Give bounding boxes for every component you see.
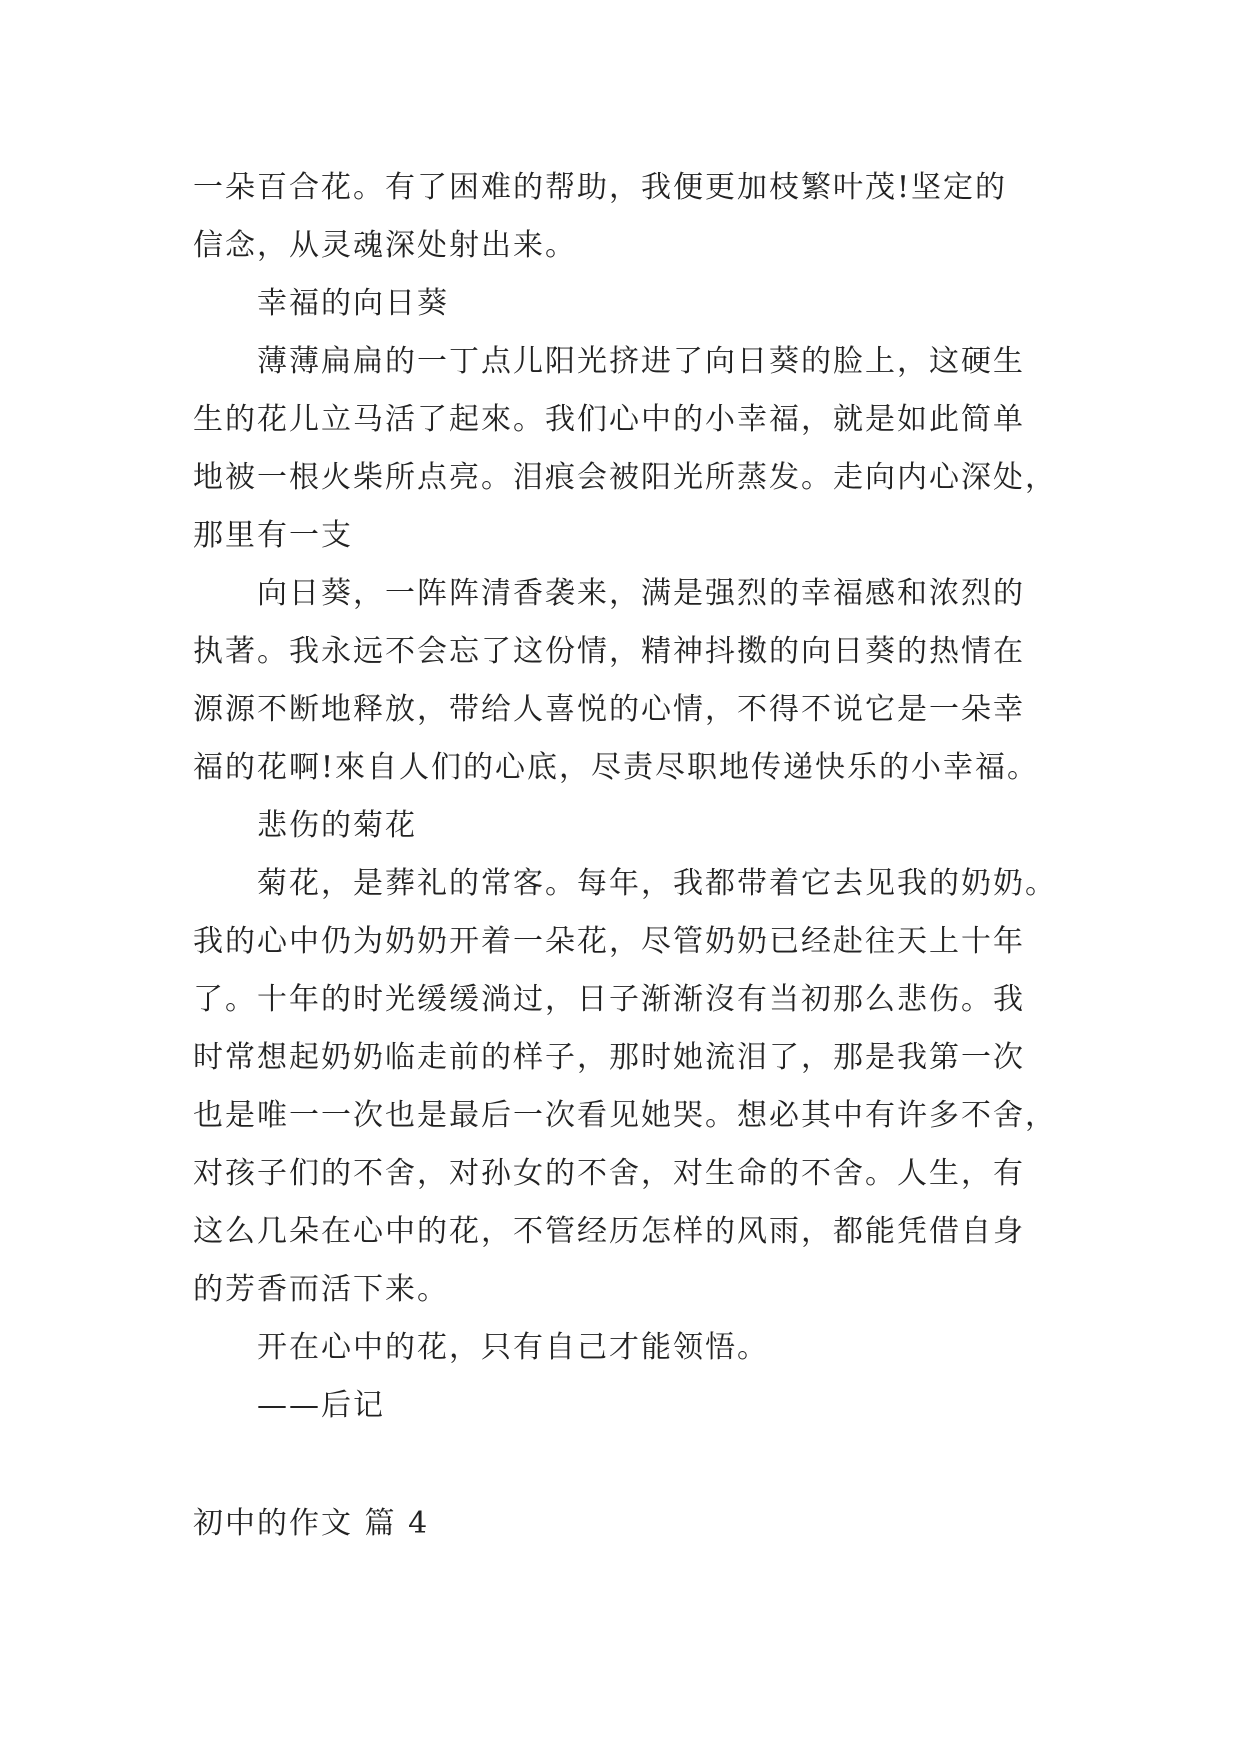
text-line: 薄薄扁扁的一丁点儿阳光挤进了向日葵的脸上，这硬生 [257, 344, 1025, 379]
text-line: 这么几朵在心中的花，不管经历怎样的风雨，都能凭借自身 [193, 1214, 1025, 1249]
text-line: 的芳香而活下来。 [193, 1272, 449, 1307]
text-line: 执著。我永远不会忘了这份情，精神抖擞的向日葵的热情在 [193, 634, 1025, 669]
section-heading: 悲伤的菊花 [257, 808, 417, 843]
text-line: 时常想起奶奶临走前的样子，那时她流泪了，那是我第一次 [193, 1040, 1025, 1075]
text-line: 向日葵，一阵阵清香袭来，满是强烈的幸福感和浓烈的 [257, 576, 1025, 611]
text-line: 菊花，是葬礼的常客。每年，我都带着它去见我的奶奶。 [257, 866, 1057, 901]
text-line: 我的心中仍为奶奶开着一朵花，尽管奶奶已经赴往天上十年 [193, 924, 1025, 959]
text-line: 对孩子们的不舍，对孙女的不舍，对生命的不舍。人生，有 [193, 1156, 1025, 1191]
text-line: 也是唯一一次也是最后一次看见她哭。想必其中有许多不舍， [193, 1098, 1057, 1133]
text-line: 福的花啊!來自人们的心底，尽责尽职地传递快乐的小幸福。 [193, 750, 1040, 785]
text-line: 信念，从灵魂深处射出来。 [193, 228, 577, 263]
section-title: 初中的作文 篇 4 [193, 1506, 430, 1541]
section-heading: 幸福的向日葵 [257, 286, 449, 321]
text-line: 了。十年的时光缓缓淌过，日子渐渐沒有当初那么悲伤。我 [193, 982, 1025, 1017]
text-line: 生的花儿立马活了起來。我们心中的小幸福，就是如此简单 [193, 402, 1025, 437]
text-line: 那里有一支 [193, 518, 353, 553]
text-line: 源源不断地释放，带给人喜悦的心情，不得不说它是一朵幸 [193, 692, 1025, 727]
text-line: 开在心中的花，只有自己才能领悟。 [257, 1330, 769, 1365]
afterword-label: ——后记 [257, 1388, 385, 1423]
text-line: 一朵百合花。有了困难的帮助，我便更加枝繁叶茂!坚定的 [193, 170, 1008, 205]
text-line: 地被一根火柴所点亮。泪痕会被阳光所蒸发。走向内心深处， [193, 460, 1057, 495]
